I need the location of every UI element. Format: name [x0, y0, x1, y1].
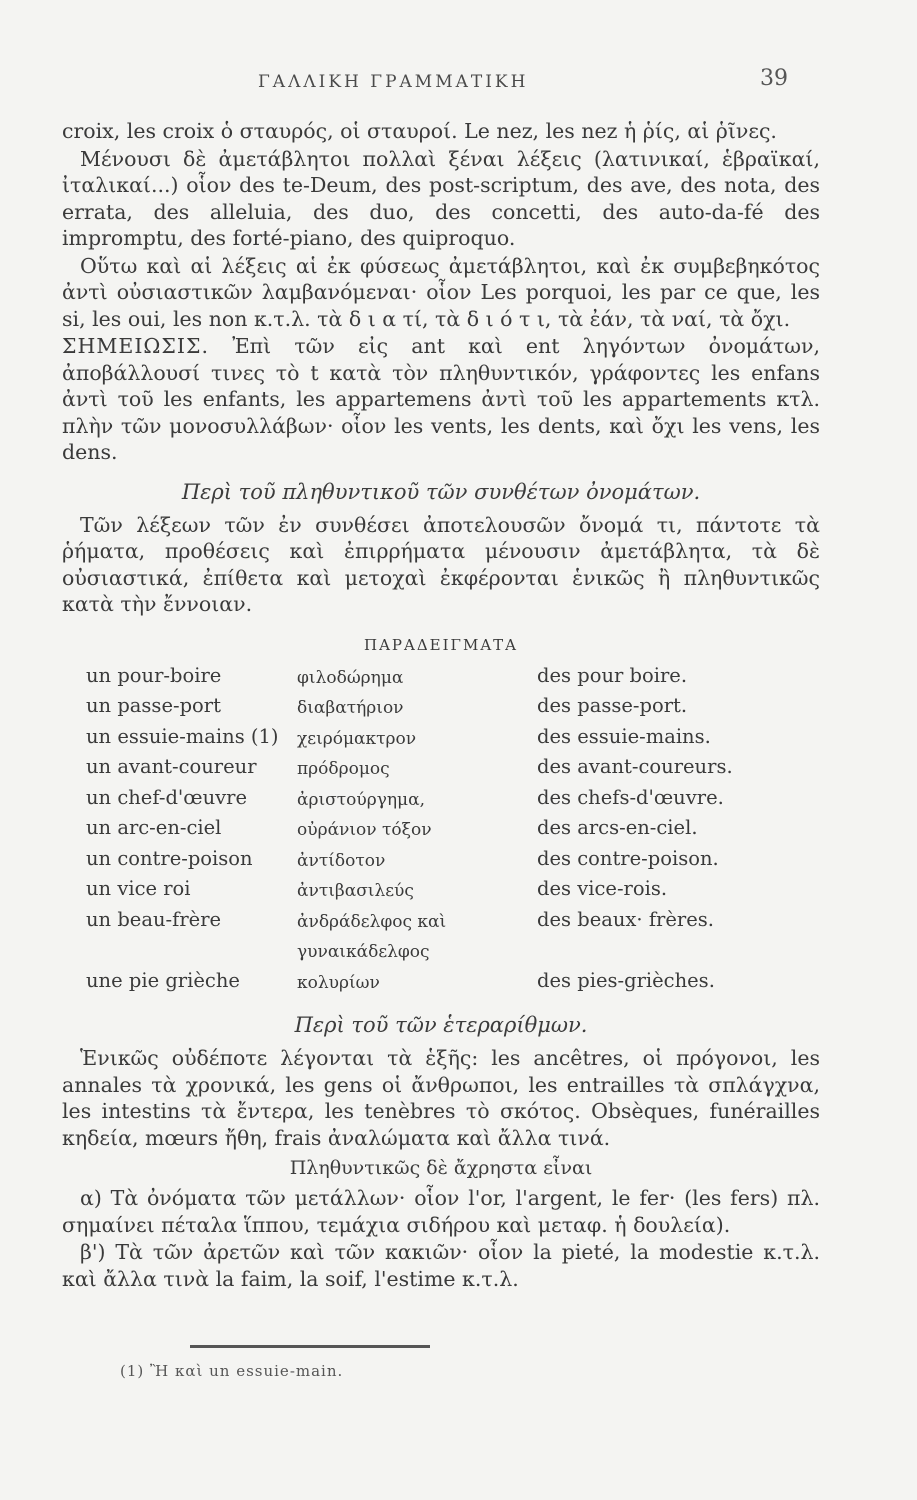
footnote: (1) Ἢ καὶ un essuie-main. [120, 1362, 344, 1380]
table-row [62, 694, 820, 725]
table-row [62, 725, 820, 756]
greek-translation: πρόδρομος [297, 759, 390, 779]
table-row [62, 877, 820, 908]
greek-translation: γυναικάδελφος [297, 942, 430, 962]
plural-form: des passe-port. [537, 694, 688, 717]
singular-form: un beau-frère [86, 907, 222, 931]
greek-translation: ἀντίδοτον [297, 850, 386, 871]
paragraph-heteronyms: Ἑνικῶς οὐδέποτε λέγονται τὰ ἑξῆς: les ancêtres, οἱ πρόγονοι, les annales τὰ χρονικά, les gens οἱ ἄνθρωποι, les entrailles τὰ σπλάγχνα, les intestins τὰ ἔντερα, les tenèbres τὸ σκότος. Obsèques, funérailles κηδεία, mœurs ἤθη, frais ἀναλώματα καὶ ἄλλα τινά. [62, 1046, 820, 1150]
plural-form: des pour boire. [537, 663, 688, 687]
greek-translation: ἀνδράδελφος καὶ [297, 911, 447, 932]
plural-form: des vice-rois. [537, 877, 668, 900]
note-label: ΣΗΜΕΙΩΣΙΣ. [62, 334, 210, 358]
greek-translation: φιλοδώρημα [297, 667, 404, 688]
paragraph-invariable-words: Οὕτω καὶ αἱ λέξεις αἱ ἐκ φύσεως ἀμετάβλητοι, καὶ ἐκ συμβεβηκότος ἀντὶ οὐσιαστικῶν λαμβανόμεναι· οἷον Les porquoi, les par ce que, les si, les oui, les non κ.τ.λ. τὰ δ ι α τί, τὰ δ ι ό τ ι, τὰ ἐάν, τὰ ναί, τὰ ὄχι. [62, 253, 820, 331]
singular-form: une pie grièche [86, 968, 240, 992]
paragraph-foreign-words: Μένουσι δὲ ἀμετάβλητοι πολλαὶ ξέναι λέξεις (λατινικαί, ἑβραϊκαί, ἰταλικαί...) οἷον des te-Deum, des post-scriptum, des ave, des nota, des errata, des alleluia, des duo, des concetti, des auto-da-fé des impromptu, des forté-piano, des quiproquo. [62, 146, 820, 250]
table-row [62, 664, 820, 695]
table-row [62, 786, 820, 817]
greek-translation: ἀντιβασιλεύς [297, 881, 414, 901]
table-row [62, 938, 820, 969]
plural-form: des arcs-en-ciel. [537, 816, 698, 839]
page-number: 39 [760, 66, 788, 91]
singular-form: un essuie-mains (1) [86, 724, 279, 748]
greek-translation: οὐράνιον τόξον [297, 820, 432, 840]
note-paragraph [62, 333, 820, 466]
footnote-divider [190, 1345, 430, 1348]
singular-form: un passe-port [86, 694, 221, 717]
plural-form: des contre-poison. [537, 846, 719, 870]
page-body [62, 118, 820, 1292]
plural-form: des avant-coureurs. [537, 755, 733, 778]
singular-form [62, 938, 297, 969]
list-item-metals: α) Τὰ ὀνόματα τῶν μετάλλων· οἷον l'or, l'argent, le fer· (les fers) πλ. σημαίνει πέταλα ἵππου, τεμάχια σιδήρου καὶ μεταφ. ἡ δουλεία). [62, 1186, 820, 1237]
singular-form: un arc-en-ciel [86, 816, 222, 839]
section-heading-compounds: Περὶ τοῦ πληθυντικοῦ τῶν συνθέτων ὀνομάτων. [181, 479, 701, 504]
singular-form: un contre-poison [86, 846, 253, 870]
table-row [62, 847, 820, 878]
examples-caption: ΠΑΡΑΔΕΙΓΜΑΤΑ [364, 635, 518, 654]
paragraph-croix: croix, les croix ὁ σταυρός, οἱ σταυροί. Le nez, les nez ἡ ῥίς, αἱ ῥῖνες. [62, 119, 777, 143]
singular-form: un pour-boire [86, 663, 222, 687]
greek-translation: ἀριστούργημα, [297, 789, 425, 810]
list-item-virtues: β') Τὰ τῶν ἀρετῶν καὶ τῶν κακιῶν· οἷον la pieté, la modestie κ.τ.λ. καὶ ἄλλα τινὰ la faim, la soif, l'estime κ.τ.λ. [62, 1240, 820, 1291]
page-header [0, 66, 917, 106]
greek-translation: διαβατήριον [297, 698, 404, 718]
singular-form: un avant-coureur [86, 755, 257, 778]
examples-table [62, 664, 820, 1000]
plural-form: des beaux· frères. [537, 907, 714, 931]
table-row [62, 816, 820, 847]
section-heading-heteronyms: Περὶ τοῦ τῶν ἑτεραρίθμων. [294, 1013, 588, 1037]
paragraph-compounds: Τῶν λέξεων τῶν ἐν συνθέσει ἀποτελουσῶν ὄνομά τι, πάντοτε τὰ ῥήματα, προθέσεις καὶ ἐπιρρήματα μένουσιν ἀμετάβλητα, τὰ δὲ οὐσιαστικά, ἐπίθετα καὶ μετοχαὶ ἐκφέρονται ἑνικῶς ἢ πληθυντικῶς κατὰ τὴν ἔννοιαν. [62, 512, 820, 616]
plural-form: des chefs-d'œuvre. [537, 785, 724, 809]
table-row [62, 755, 820, 786]
greek-translation: κολυρίων [297, 972, 380, 993]
plural-form: des essuie-mains. [537, 724, 711, 748]
running-title: ΓΑΛΛΙΚΗ ΓΡΑΜΜΑΤΙΚΗ [258, 72, 529, 92]
singular-form: un vice roi [86, 877, 191, 900]
plural-form: des pies-grièches. [537, 968, 715, 992]
plural-form [537, 938, 820, 969]
note-text: Ἐπὶ τῶν εἰς ant καὶ ent ληγόντων ὀνομάτων, ἀποβάλλουσί τινες τὸ t κατὰ τὸν πληθυντικόν, γράφοντες les enfans ἀντὶ τοῦ les enfants, les appartemens ἀντὶ τοῦ les appartements κτλ. πλὴν τῶν μονοσυλλάβων· οἷον les vents, les dents, καὶ ὄχι les vens, les dens. [62, 334, 820, 464]
singular-form: un chef-d'œuvre [86, 785, 248, 809]
table-row [62, 908, 820, 939]
table-row [62, 969, 820, 1000]
greek-translation: χειρόμακτρον [297, 728, 417, 749]
subheading-plural-unused: Πληθυντικῶς δὲ ἄχρηστα εἶναι [289, 1157, 593, 1179]
